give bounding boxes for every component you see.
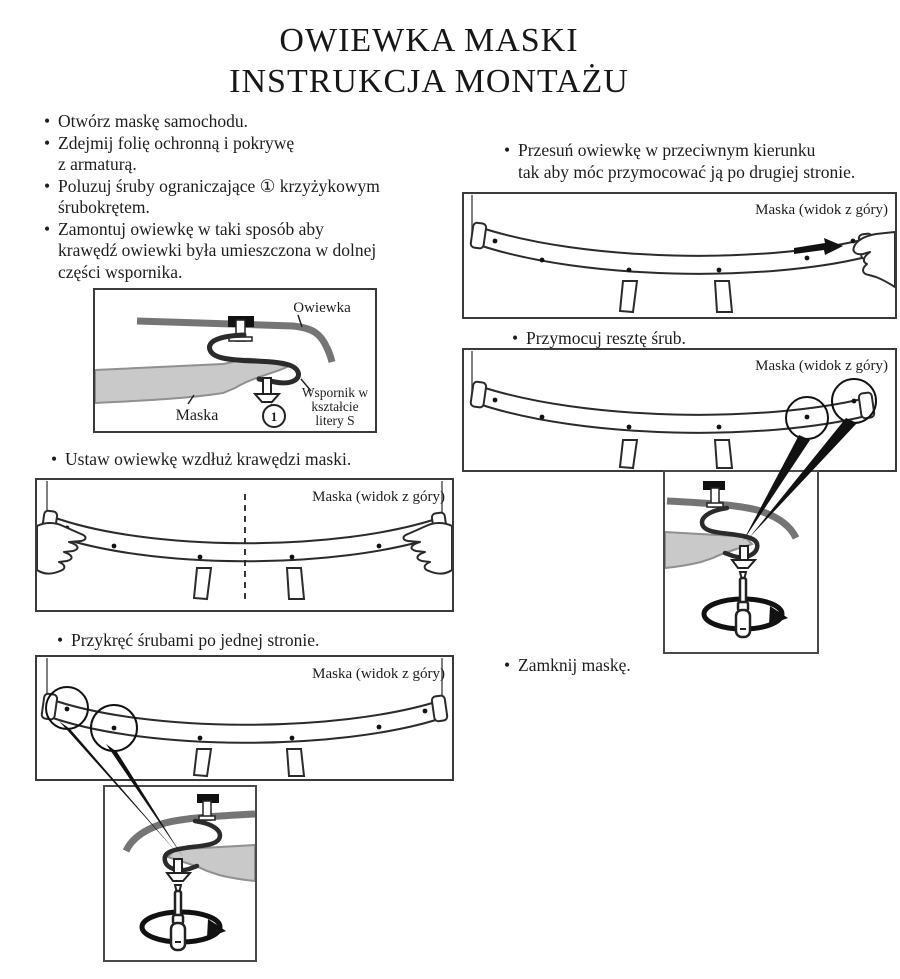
diagram-slide-top-view	[462, 192, 897, 319]
list-item	[42, 111, 454, 133]
inset-screwdriver-right	[663, 470, 819, 654]
owiewka-label: Owiewka	[293, 300, 351, 316]
screw-shaft	[740, 546, 748, 560]
screw-ref-number: 1	[270, 409, 278, 424]
page-title-line1: OWIEWKA MASKI	[279, 22, 579, 59]
screw-hole	[377, 544, 382, 549]
align-top-view-drawing	[37, 480, 452, 610]
top-view-label: Maska (widok z góry)	[755, 202, 888, 218]
bracket-label-line1: Wspornik w	[301, 385, 369, 400]
bracket-label-line3: litery S	[315, 413, 355, 428]
step-text: krawędź owiewki była umieszczona w dolnej	[58, 240, 377, 260]
step-text: • Przymocuj resztę śrub.	[526, 328, 686, 348]
screwdriver-handle	[736, 610, 750, 637]
mount-tab	[620, 440, 637, 468]
bracket-cross-section-drawing	[95, 290, 375, 431]
step-text: • Poluzuj śruby ograniczające ① krzyżykowym	[58, 175, 380, 196]
screw-hole	[198, 555, 203, 560]
screw-right-top-view-drawing	[464, 350, 895, 470]
screw-hole	[198, 736, 203, 741]
step-text: tak aby móc przymocować ją po drugiej stronie.	[518, 161, 856, 182]
step-align	[50, 449, 445, 471]
intro-step-list	[42, 111, 454, 283]
diagram-bracket-cross-section	[93, 288, 377, 433]
screw-hole	[290, 736, 295, 741]
screw-hole	[805, 415, 810, 420]
screw-head	[167, 873, 190, 881]
deflector-strip	[479, 386, 866, 433]
inset-screwdriver-left	[103, 785, 257, 962]
screwdriver-shaft	[175, 891, 181, 917]
top-view-label: Maska (widok z góry)	[312, 489, 445, 505]
step-text: • Przesuń owiewkę w przeciwnym kierunku	[518, 140, 816, 160]
list-item	[42, 133, 454, 176]
screwdriver-left-drawing	[105, 787, 255, 960]
step-attach-rest	[511, 328, 826, 350]
screw-hole	[540, 258, 545, 263]
screw-shaft	[174, 859, 182, 873]
list-item	[42, 219, 454, 284]
screw-hole	[493, 398, 498, 403]
screw-hole	[627, 425, 632, 430]
screw-hole	[852, 399, 857, 404]
step-text: • Zamontuj owiewkę w taki sposób aby	[58, 218, 324, 239]
mount-tab	[620, 281, 637, 312]
strip-end-cap-left	[470, 381, 486, 408]
diagram-align-top-view	[35, 478, 454, 612]
bracket-label-line2: kształcie	[311, 399, 359, 414]
mount-tab	[715, 440, 732, 468]
strip-end-cap-left	[470, 222, 486, 249]
screw-hole	[627, 268, 632, 273]
mount-tab	[287, 749, 304, 776]
page-title-line2: INSTRUKCJA MONTAŻU	[229, 63, 629, 100]
mount-tab	[194, 749, 211, 776]
screw-head	[255, 394, 279, 402]
screw-hole	[717, 268, 722, 273]
step-text: • Przykręć śrubami po jednej stronie.	[71, 630, 320, 650]
step-slide	[503, 140, 900, 183]
mount-tab	[287, 568, 304, 599]
strip-end-cap-right	[431, 695, 447, 722]
step-text: części wspornika.	[58, 261, 183, 282]
screw-hole	[805, 256, 810, 261]
step-text: • Zdejmij folię ochronną i pokrywę	[58, 132, 295, 153]
step-text: • Ustaw owiewkę wzdłuż krawędzi maski.	[65, 449, 352, 469]
page-title	[0, 20, 858, 102]
screw-hole	[112, 726, 117, 731]
clamp-screw-flange	[199, 816, 215, 820]
screw-hole	[540, 415, 545, 420]
screw-hole	[423, 709, 428, 714]
screw-hole	[851, 239, 856, 244]
screw-head	[732, 560, 755, 568]
step-screw-one-side	[56, 630, 431, 652]
top-view-label: Maska (widok z góry)	[312, 666, 445, 682]
clamp-screw-flange	[707, 503, 723, 507]
step-text: śrubokrętem.	[58, 197, 150, 217]
screw-hole	[290, 555, 295, 560]
diagram-screw-right-top-view	[462, 348, 897, 472]
screw-hole	[717, 425, 722, 430]
screw-hole	[493, 239, 498, 244]
maska-label: Maska	[175, 407, 219, 424]
step-close	[503, 655, 768, 677]
step-text: • Otwórz maskę samochodu.	[58, 111, 249, 131]
top-view-label: Maska (widok z góry)	[755, 358, 888, 374]
mount-tab	[715, 281, 732, 312]
slide-top-view-drawing	[464, 194, 895, 317]
diagram-screw-left-top-view	[35, 655, 454, 781]
screw-left-top-view-drawing	[37, 657, 452, 779]
screw-hole	[65, 707, 70, 712]
screw-hole	[377, 725, 382, 730]
screw-shaft	[263, 378, 271, 394]
list-item	[42, 176, 454, 219]
screwdriver-right-drawing	[665, 472, 817, 652]
screwdriver-handle	[171, 923, 185, 950]
mount-tab	[194, 568, 211, 599]
step-text: • Zamknij maskę.	[518, 655, 631, 675]
screwdriver-shaft	[740, 578, 746, 604]
screw-hole	[112, 544, 117, 549]
step-text: z armaturą.	[58, 154, 137, 174]
